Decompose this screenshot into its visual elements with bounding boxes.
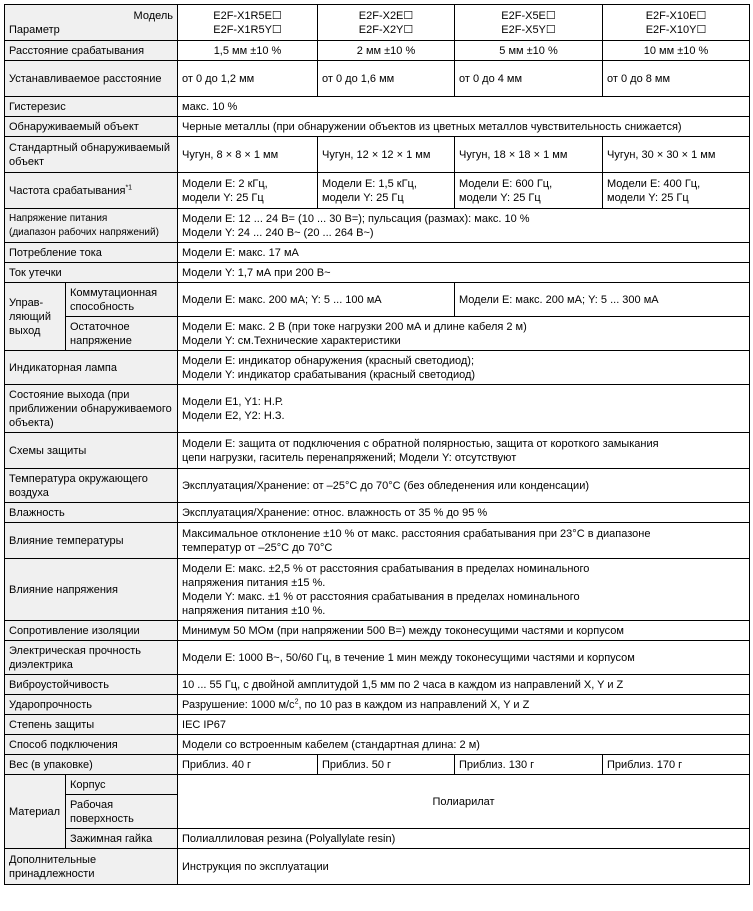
row-consumption: [5, 243, 750, 263]
row-set-distance: [5, 61, 750, 97]
model-header-3: E2F-X5E☐ E2F-X5Y☐: [455, 5, 603, 41]
header-corner-cell: [5, 5, 178, 41]
value-cell: Приблиз. 130 г: [455, 755, 603, 775]
value-cell: Модели E: макс. 200 мА; Y: 5 ... 300 мА: [455, 283, 750, 317]
row-hysteresis: [5, 97, 750, 117]
row-label: Температура окружающего воздуха: [5, 469, 178, 503]
value-cell: от 0 до 8 мм: [603, 61, 750, 97]
row-label: Ток утечки: [5, 263, 178, 283]
value-cell: Модели со встроенным кабелем (стандартная длина: 2 м): [178, 735, 750, 755]
param-label: Параметр: [9, 23, 60, 36]
value-cell: Эксплуатация/Хранение: относ. влажность от 35 % до 95 %: [178, 503, 750, 523]
material-label: Материал: [5, 775, 66, 849]
row-label: Устанавливаемое расстояние: [5, 61, 178, 97]
row-ambient-temp: [5, 469, 750, 503]
value-cell: Модели E: 1000 В~, 50/60 Гц, в течение 1 мин между токонесущими частями и корпусом: [178, 641, 750, 675]
footnote-mark: *1: [125, 183, 133, 191]
row-label: Схемы защиты: [5, 433, 178, 469]
row-leakage: [5, 263, 750, 283]
value-cell: 2 мм ±10 %: [318, 41, 455, 61]
model-header-4: E2F-X10E☐ E2F-X10Y☐: [603, 5, 750, 41]
row-sublabel: Коммутационная способность: [66, 283, 178, 317]
row-residual: [5, 317, 750, 351]
row-label: Ударопрочность: [5, 695, 178, 715]
row-label: Обнаруживаемый объект: [5, 117, 178, 137]
row-label: Состояние выхода (при приближении обнаруживаемого объекта): [5, 385, 178, 433]
model-header-1: E2F-X1R5E☐ E2F-X1R5Y☐: [178, 5, 318, 41]
row-label: Индикаторная лампа: [5, 351, 178, 385]
row-target: [5, 117, 750, 137]
row-shock: [5, 695, 750, 715]
spec-table: [4, 4, 750, 885]
value-cell: Приблиз. 50 г: [318, 755, 455, 775]
value-cell: Полиарилат: [178, 775, 750, 829]
value-cell: Приблиз. 40 г: [178, 755, 318, 775]
row-vibration: [5, 675, 750, 695]
row-label: Стандартный обнаруживаемый объект: [5, 137, 178, 173]
row-label: Влияние температуры: [5, 523, 178, 559]
row-frequency: [5, 173, 750, 209]
value-cell: Модели Y: 1,7 мА при 200 В~: [178, 263, 750, 283]
value-cell: Чугун, 30 × 30 × 1 мм: [603, 137, 750, 173]
value-cell: Чугун, 12 × 12 × 1 мм: [318, 137, 455, 173]
row-label: Электрическая прочность диэлектрика: [5, 641, 178, 675]
value-cell: Эксплуатация/Хранение: от –25°C до 70°C (без обледенения или конденсации): [178, 469, 750, 503]
value-cell: Полиаллиловая резина (Polyallylate resin): [178, 829, 750, 849]
row-sublabel: Зажимная гайка: [66, 829, 178, 849]
model-label: Модель: [133, 9, 174, 22]
value-cell: Модели E: 600 Гц, модели Y: 25 Гц: [455, 173, 603, 209]
value-cell: 5 мм ±10 %: [455, 41, 603, 61]
value-cell: Модели E1, Y1: Н.Р. Модели E2, Y2: Н.З.: [178, 385, 750, 433]
value-cell: Модели E: индикатор обнаружения (красный светодиод); Модели Y: индикатор срабатывания (красный светодиод): [178, 351, 750, 385]
value-cell: 1,5 мм ±10 %: [178, 41, 318, 61]
value-cell: Приблиз. 170 г: [603, 755, 750, 775]
row-supply: [5, 209, 750, 243]
row-label: Расстояние срабатывания: [5, 41, 178, 61]
value-cell: Модели E: 400 Гц, модели Y: 25 Гц: [603, 173, 750, 209]
model-header-2: E2F-X2E☐ E2F-X2Y☐: [318, 5, 455, 41]
row-label: Влияние напряжения: [5, 559, 178, 621]
row-sensing-distance: [5, 41, 750, 61]
row-degree: [5, 715, 750, 735]
row-accessories: [5, 849, 750, 885]
row-temp-influence: [5, 523, 750, 559]
row-label: Виброустойчивость: [5, 675, 178, 695]
value-cell: Модели E: макс. ±2,5 % от расстояния срабатывания в пределах номинального напряжения питания ±15 %. Модели Y: макс. ±1 % от расстояния срабатывания в пределах номинального напряжения питания ±10 %.: [178, 559, 750, 621]
row-dielectric: [5, 641, 750, 675]
value-cell: IEC IP67: [178, 715, 750, 735]
value-cell: Чугун, 8 × 8 × 1 мм: [178, 137, 318, 173]
value-cell: Максимальное отклонение ±10 % от макс. расстояния срабатывания при 23°C в диапазоне температур от –25°C до 70°C: [178, 523, 750, 559]
row-sublabel: Рабочая поверхность: [66, 795, 178, 829]
row-sublabel: Корпус: [66, 775, 178, 795]
row-label: Влажность: [5, 503, 178, 523]
control-output-label: Управ-ляющий выход: [5, 283, 66, 351]
row-weight: [5, 755, 750, 775]
value-cell: Разрушение: 1000 $м/с^2$, по 10 раз в каждом из направлений X, Y и Z: [178, 695, 750, 715]
value-cell: Модели E: макс. 17 мА: [178, 243, 750, 263]
row-material-case: [5, 775, 750, 795]
value-cell: Модели E: макс. 2 В (при токе нагрузки 200 мА и длине кабеля 2 м) Модели Y: см.Технические характеристики: [178, 317, 750, 351]
row-insulation: [5, 621, 750, 641]
row-material-clamp: [5, 829, 750, 849]
value-cell: макс. 10 %: [178, 97, 750, 117]
value-cell: Черные металлы (при обнаружении объектов из цветных металлов чувствительность снижается): [178, 117, 750, 137]
row-sublabel: Остаточное напряжение: [66, 317, 178, 351]
row-label: Способ подключения: [5, 735, 178, 755]
value-cell: Модели E: макс. 200 мА; Y: 5 ... 100 мА: [178, 283, 455, 317]
value-cell: Модели E: 2 кГц, модели Y: 25 Гц: [178, 173, 318, 209]
row-output-state: [5, 385, 750, 433]
row-label: Гистерезис: [5, 97, 178, 117]
row-label: Степень защиты: [5, 715, 178, 735]
row-humidity: [5, 503, 750, 523]
row-voltage-influence: [5, 559, 750, 621]
value-cell: Модели E: 1,5 кГц, модели Y: 25 Гц: [318, 173, 455, 209]
row-std-target: [5, 137, 750, 173]
value-cell: от 0 до 1,2 мм: [178, 61, 318, 97]
value-cell: 10 мм ±10 %: [603, 41, 750, 61]
value-cell: от 0 до 4 мм: [455, 61, 603, 97]
row-label: Вес (в упаковке): [5, 755, 178, 775]
value-cell: 10 ... 55 Гц, с двойной амплитудой 1,5 мм по 2 часа в каждом из направлений X, Y и Z: [178, 675, 750, 695]
header-row: [5, 5, 750, 41]
value-cell: Инструкция по эксплуатации: [178, 849, 750, 885]
row-switching: [5, 283, 750, 317]
value-cell: от 0 до 1,6 мм: [318, 61, 455, 97]
row-label: Потребление тока: [5, 243, 178, 263]
row-label: Напряжение питания (диапазон рабочих напряжений): [5, 209, 178, 243]
row-label: Дополнительные принадлежности: [5, 849, 178, 885]
row-protection: [5, 433, 750, 469]
row-connection: [5, 735, 750, 755]
value-cell: Чугун, 18 × 18 × 1 мм: [455, 137, 603, 173]
row-label: Сопротивление изоляции: [5, 621, 178, 641]
row-label: Частота срабатывания$^{*1}$: [5, 173, 178, 209]
value-cell: Модели E: 12 ... 24 В= (10 ... 30 В=); пульсация (размах): макс. 10 % Модели Y: 24 ... 240 В~ (20 ... 264 В~): [178, 209, 750, 243]
row-indicator: [5, 351, 750, 385]
value-cell: Модели E: защита от подключения с обратной полярностью, защита от короткого замыкания цепи нагрузки, гаситель перенапряжений; Модели Y: отсутствуют: [178, 433, 750, 469]
value-cell: Минимум 50 МОм (при напряжении 500 В=) между токонесущими частями и корпусом: [178, 621, 750, 641]
